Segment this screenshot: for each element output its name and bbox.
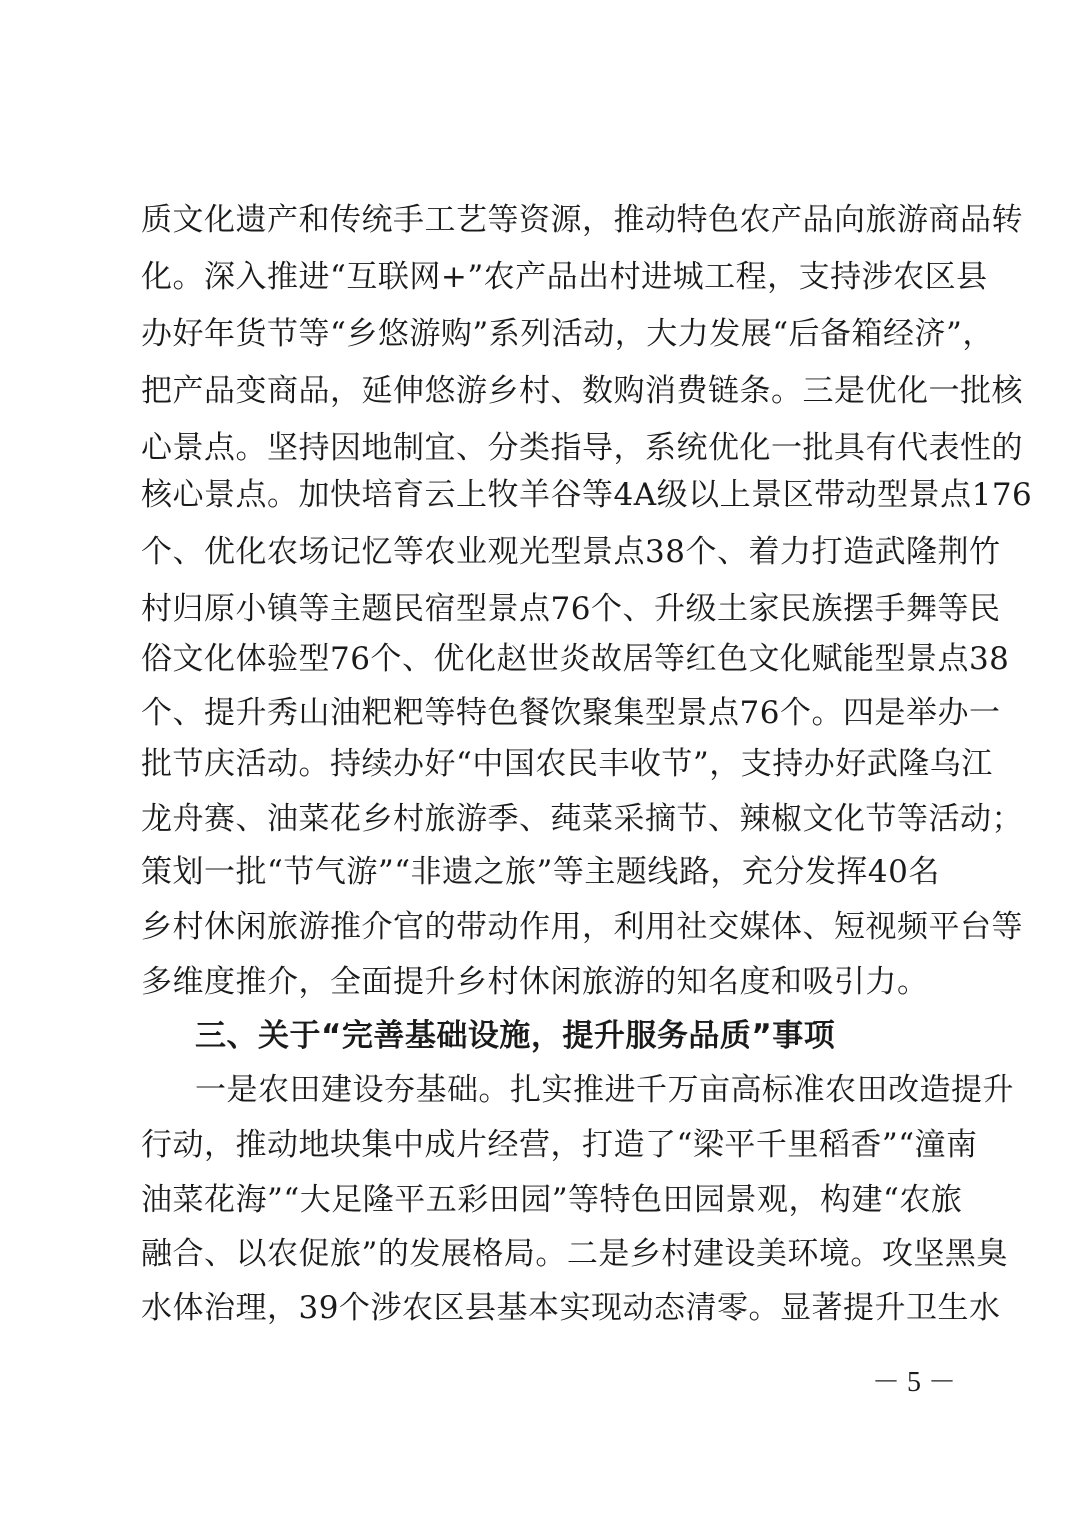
text-line: 乡村休闲旅游推介官的带动作用，利用社交媒体、短视频平台等 (141, 909, 1023, 945)
text-line: 策划一批“节气游”“非遗之旅”等主题线路，充分发挥40名 (141, 854, 940, 890)
text-line: 心景点。坚持因地制宜、分类指导，系统优化一批具有代表性的 (141, 430, 1023, 466)
text-line: 把产品变商品，延伸悠游乡村、数购消费链条。三是优化一批核 (141, 373, 1023, 409)
text-line: 龙舟赛、油菜花乡村旅游季、莼菜采摘节、辣椒文化节等活动； (141, 801, 1023, 837)
text-line: 油菜花海”“大足隆平五彩田园”等特色田园景观，构建“农旅 (141, 1182, 963, 1218)
section-heading: 三、关于“完善基础设施，提升服务品质”事项 (195, 1018, 836, 1054)
text-line: 批节庆活动。持续办好“中国农民丰收节”，支持办好武隆乌江 (141, 746, 993, 782)
text-line: 核心景点。加快培育云上牧羊谷等4A级以上景区带动型景点176 (141, 477, 1033, 513)
page-number: － 5 － (872, 1367, 957, 1398)
text-line: 融合、以农促旅”的发展格局。二是乡村建设美环境。攻坚黑臭 (141, 1236, 1008, 1272)
text-line: 俗文化体验型76个、优化赵世炎故居等红色文化赋能型景点38 (141, 641, 1010, 677)
text-line: 个、提升秀山油粑粑等特色餐饮聚集型景点76个。四是举办一 (141, 695, 1001, 731)
text-line: 办好年货节等“乡悠游购”系列活动，大力发展“后备箱经济”， (141, 316, 994, 352)
text-line: 化。深入推进“互联网+”农产品出村进城工程，支持涉农区县 (141, 259, 988, 295)
text-line: 村归原小镇等主题民宿型景点76个、升级土家民族摆手舞等民 (141, 591, 1001, 627)
text-line: 水体治理，39个涉农区县基本实现动态清零。显著提升卫生水 (141, 1290, 1001, 1326)
text-line: 一是农田建设夯基础。扎实推进千万亩高标准农田改造提升 (195, 1072, 1014, 1108)
text-line: 多维度推介，全面提升乡村休闲旅游的知名度和吸引力。 (141, 964, 929, 1000)
text-line: 个、优化农场记忆等农业观光型景点38个、着力打造武隆荆竹 (141, 534, 1001, 570)
text-line: 行动，推动地块集中成片经营，打造了“梁平千里稻香”“潼南 (141, 1127, 978, 1163)
text-line: 质文化遗产和传统手工艺等资源，推动特色农产品向旅游商品转 (141, 202, 1023, 238)
